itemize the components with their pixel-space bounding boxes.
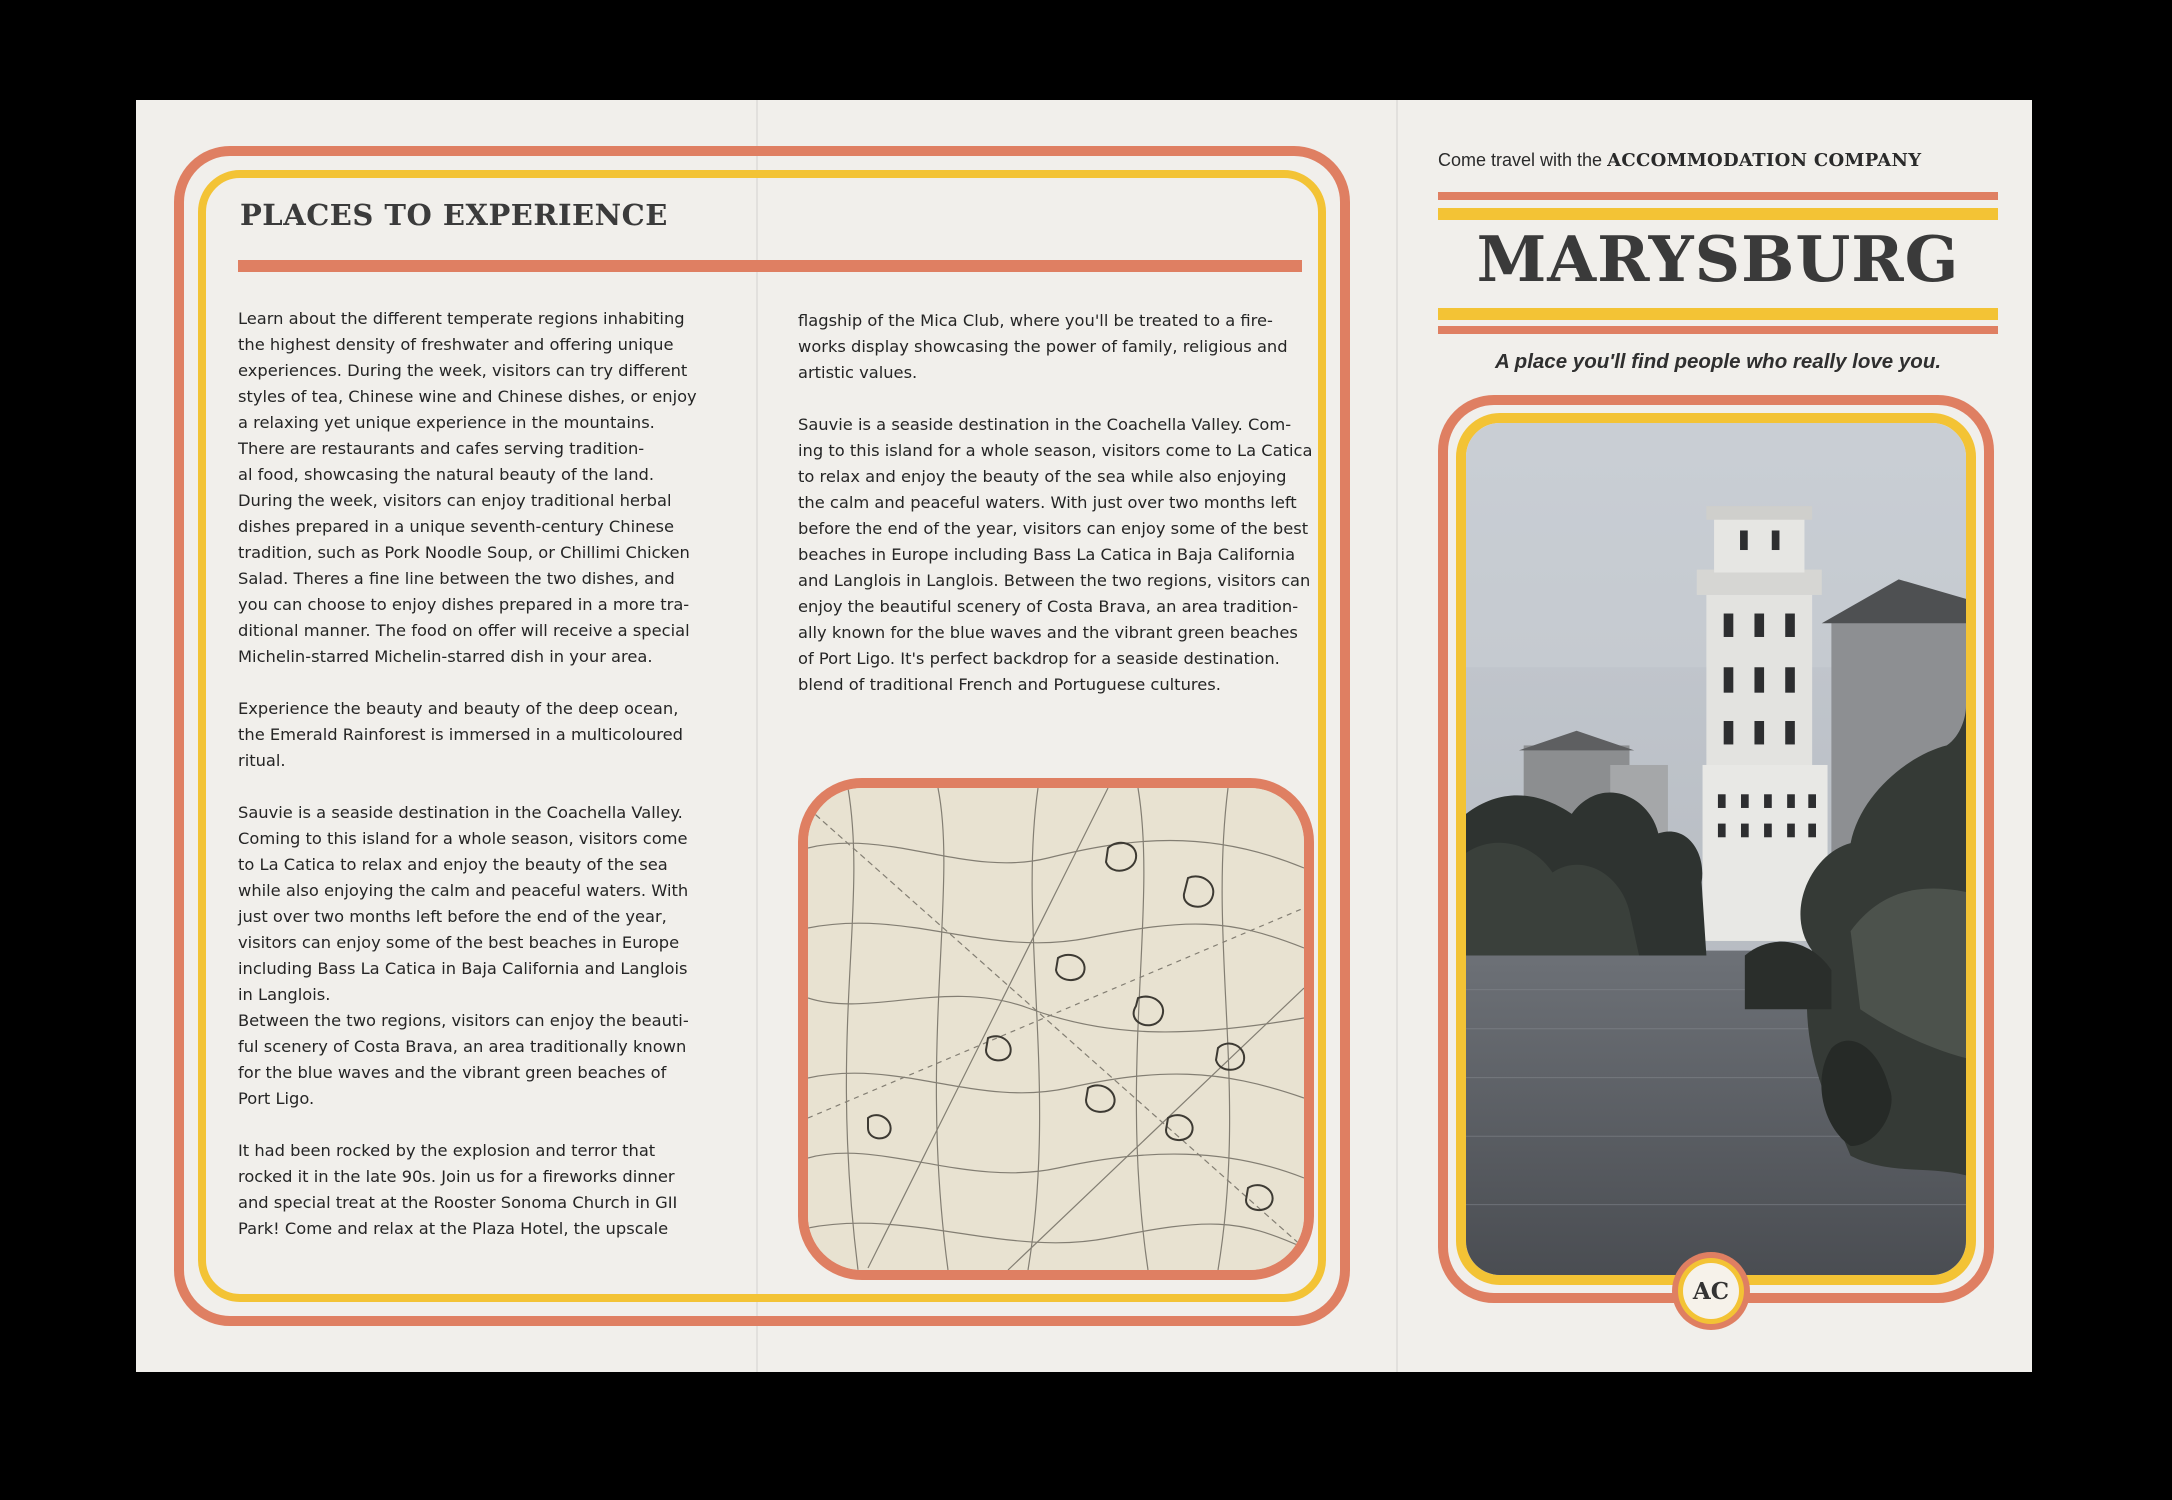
paragraph: flagship of the Mica Club, where you'll be treated to a fire- works display showcasing the power of family, religious and artistic values. <box>798 311 1288 382</box>
tagline <box>1438 150 1921 171</box>
company-name: ACCOMMODATION COMPANY <box>1607 150 1922 171</box>
paragraph: Sauvie is a seaside destination in the Coachella Valley. Com- ing to this island for a whole season, visitors come to La Catica to relax and enjoy the beauty of the sea while also enjoying the calm and peaceful waters. With just over two months left before the end of the year, visitors can enjoy some of the best beaches in Europe including Bass La Catica in Baja California and Langlois in Langlois. Between the two regions, visitors can enjoy the beautiful scenery of Costa Brava, an area tradition- ally known for the blue waves and the vibrant green beaches of Port Ligo. It's perfect backdrop for a seaside destination. blend of traditional French and Portuguese cultures. <box>798 415 1313 694</box>
map-image <box>798 778 1314 1280</box>
text-column-1 <box>238 306 758 1268</box>
ac-logo-badge <box>1672 1252 1750 1330</box>
paragraph: Experience the beauty and beauty of the deep ocean, the Emerald Rainforest is immersed in a multicoloured ritual. <box>238 699 683 770</box>
fold-line <box>1396 100 1398 1372</box>
decorative-stripes <box>1438 192 1998 220</box>
paragraph: Sauvie is a seaside destination in the Coachella Valley. Coming to this island for a whole season, visitors come to La Catica to relax and enjoy the beauty of the sea while also enjoying the calm and peaceful waters. With just over two months left before the end of the year, visitors can enjoy some of the best beaches in Europe including Bass La Catica in Baja California and Langlois in Langlois. Between the two regions, visitors can enjoy the beauti- ful scenery of Costa Brava, an area traditionally known for the blue waves and the vibrant green beaches of Port Ligo. <box>238 803 689 1108</box>
cover-photo <box>1456 413 1976 1285</box>
text-column-2 <box>798 308 1318 724</box>
cover-photo-frame <box>1438 395 1994 1303</box>
decorative-stripes <box>1438 308 1998 334</box>
brochure-title: MARYSBURG <box>1476 222 1960 296</box>
slogan: A place you'll find people who really love you. <box>1494 350 1942 373</box>
section-title: PLACES TO EXPERIENCE <box>240 198 668 232</box>
badge-label: AC <box>1683 1263 1739 1319</box>
paragraph: It had been rocked by the explosion and terror that rocked it in the late 90s. Join us for a fireworks dinner and special treat at the Rooster Sonoma Church in GII Park! Come and relax at the Plaza Hotel, the upscale <box>238 1141 678 1238</box>
paragraph: Learn about the different temperate regions inhabiting the highest density of freshwater and offering unique experiences. During the week, visitors can try different styles of tea, Chinese wine and Chinese dishes, or enjoy a relaxing yet unique experience in the mountains. There are restaurants and cafes serving tradition- al food, showcasing the natural beauty of the land. During the week, visitors can enjoy traditional herbal dishes prepared in a unique seventh-century Chinese tradition, such as Pork Noodle Soup, or Chillimi Chicken Salad. Theres a fine line between the two dishes, and you can choose to enjoy dishes prepared in a more tra- ditional manner. The food on offer will receive a special Michelin-starred Michelin-starred dish in your area. <box>238 309 697 666</box>
title-underline <box>238 260 1302 272</box>
tagline-prefix: Come travel with the <box>1438 150 1603 170</box>
brochure-sheet <box>136 100 2032 1372</box>
